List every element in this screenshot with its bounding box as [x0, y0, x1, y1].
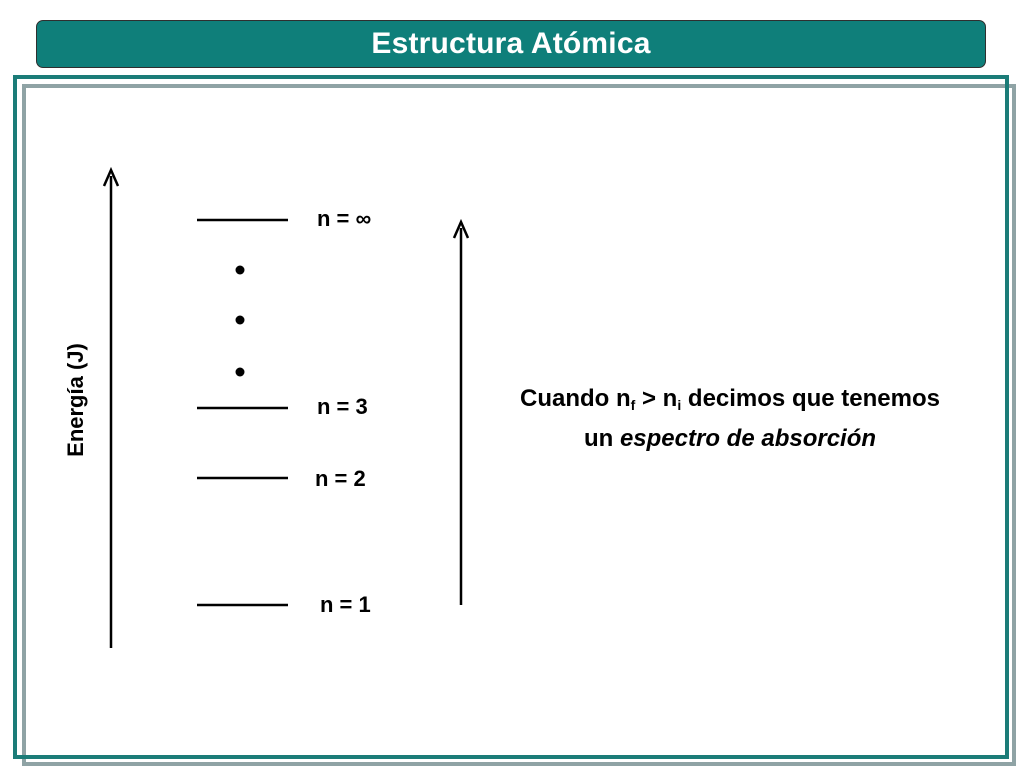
- caption-text: Cuando n: [520, 385, 631, 412]
- slide-title: Estructura Atómica: [371, 27, 651, 60]
- caption-text: > n: [635, 385, 678, 412]
- ellipsis-dot: [236, 368, 245, 377]
- level-label-n-3: n = 3: [317, 394, 368, 419]
- ellipsis-dot: [236, 316, 245, 325]
- energy-axis-label: Energía (J): [63, 343, 88, 457]
- level-label-n-1: n = 1: [320, 592, 371, 617]
- ellipsis-dot: [236, 266, 245, 275]
- subscript-f: f: [630, 397, 636, 413]
- subscript-i: i: [677, 397, 682, 413]
- absorption-caption: [470, 382, 990, 456]
- level-label-n-infinity: n = ∞: [317, 206, 372, 231]
- level-label-n-2: n = 2: [315, 466, 366, 491]
- caption-emphasis: espectro de absorción: [619, 425, 877, 452]
- caption-text: decimos que tenemos: [681, 385, 940, 412]
- caption-text: un: [583, 425, 620, 452]
